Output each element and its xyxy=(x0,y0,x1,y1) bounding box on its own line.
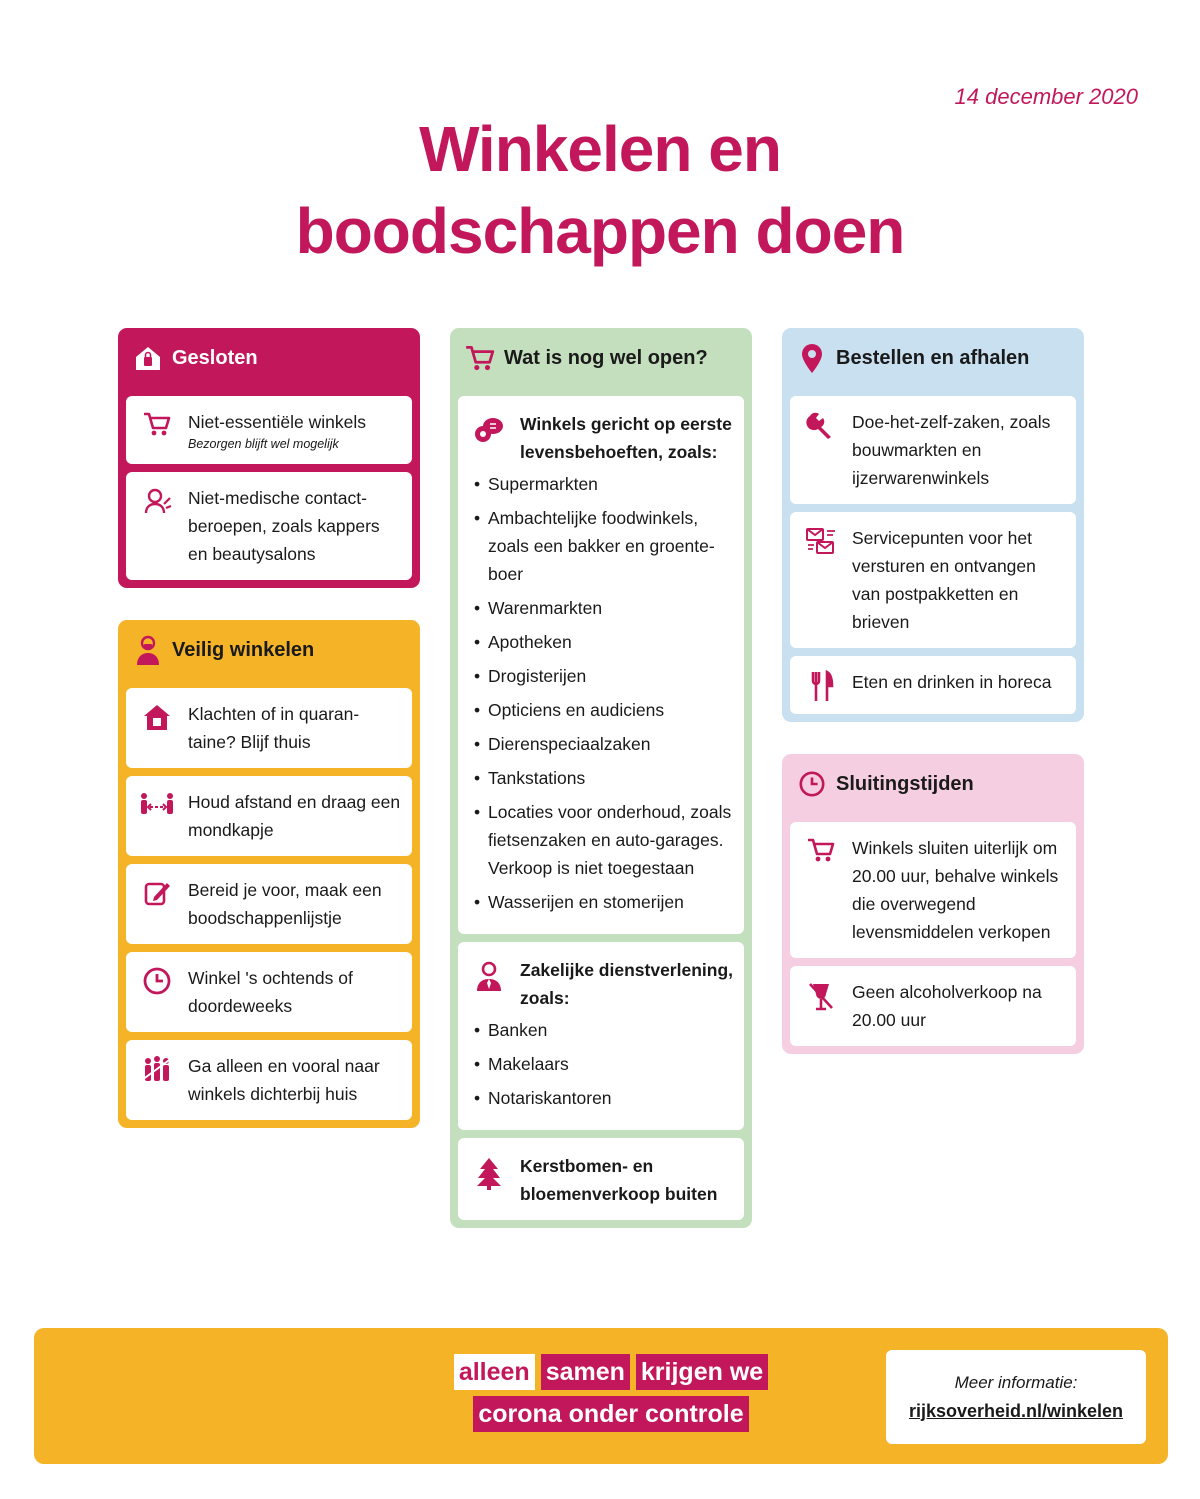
veilig-item-3 xyxy=(126,952,412,1032)
veilig-item-0-text: Klachten of in quaran-taine? Blijf thuis xyxy=(188,704,360,752)
more-info-box xyxy=(886,1350,1146,1444)
column-left xyxy=(118,328,420,1160)
cart-icon xyxy=(136,408,178,452)
closed-shop-icon xyxy=(132,342,164,374)
column-right xyxy=(782,328,1084,1086)
veilig-item-4-text: Ga alleen en vooral naar winkels dichterbij huis xyxy=(188,1056,380,1104)
slogan-word: corona onder controle xyxy=(473,1396,748,1432)
food-icon xyxy=(468,410,510,466)
gesloten-header xyxy=(126,328,412,388)
bestellen-panel xyxy=(782,328,1084,722)
list-item: • Notariskantoren xyxy=(474,1084,734,1112)
list-item: • Apotheken xyxy=(474,628,734,656)
list-item: • Dierenspeciaalzaken xyxy=(474,730,734,758)
christmas-tree-icon xyxy=(468,1152,510,1208)
open-group-1 xyxy=(458,942,744,1130)
gesloten-item-0-text: Niet-essentiële winkels xyxy=(188,412,366,432)
gesloten-panel xyxy=(118,328,420,588)
veilig-title: Veilig winkelen xyxy=(172,638,315,661)
page-title-line2: boodschappen doen xyxy=(295,195,905,267)
open-panel xyxy=(450,328,752,1228)
open-header xyxy=(458,328,744,388)
veilig-item-2 xyxy=(126,864,412,944)
clock-icon xyxy=(136,964,178,1020)
home-icon xyxy=(136,700,178,756)
slogan-line-1 xyxy=(446,1354,776,1390)
veilig-item-2-text: Bereid je voor, maak een boodschappenlijstje xyxy=(188,880,382,928)
date: 14 december 2020 xyxy=(954,84,1138,109)
veilig-panel xyxy=(118,620,420,1128)
list-item: • Ambachtelijke foodwinkels, zoals een bakker en groente-boer xyxy=(474,504,734,588)
veilig-item-1-text: Houd afstand en draag een mondkapje xyxy=(188,792,401,840)
list-item: • Wasserijen en stomerijen xyxy=(474,888,734,916)
sluiting-title: Sluitingstijden xyxy=(836,772,974,795)
bestellen-item-0 xyxy=(790,396,1076,504)
more-info-link[interactable]: rijksoverheid.nl/winkelen xyxy=(908,1400,1124,1421)
open-title: Wat is nog wel open? xyxy=(504,346,708,369)
more-info-label: Meer informatie: xyxy=(954,1372,1078,1392)
open-group-1-list xyxy=(468,1016,734,1112)
bestellen-item-1 xyxy=(790,512,1076,648)
sluiting-panel xyxy=(782,754,1084,1054)
list-item: • Locaties voor onderhoud, zoals fietsenzaken en auto-garages. Verkoop is niet toegestaan xyxy=(474,798,734,882)
distance-icon xyxy=(136,788,178,844)
open-group-1-heading: Zakelijke dienstverlening, zoals: xyxy=(520,960,733,1008)
bestellen-item-2 xyxy=(790,656,1076,714)
gesloten-item-0-sub: Bezorgen blijft wel mogelijk xyxy=(188,437,339,451)
hairdresser-icon xyxy=(136,484,178,568)
gesloten-item-1 xyxy=(126,472,412,580)
slogan-word: samen xyxy=(541,1354,630,1390)
list-pencil-icon xyxy=(136,876,178,932)
open-group-0 xyxy=(458,396,744,934)
gesloten-title: Gesloten xyxy=(172,346,258,369)
footer-banner xyxy=(34,1328,1168,1464)
veilig-item-0 xyxy=(126,688,412,768)
open-group-2-heading: Kerstbomen- en bloemenverkoop buiten xyxy=(520,1156,718,1204)
slogan xyxy=(446,1354,776,1438)
page-title xyxy=(0,108,1200,272)
bestellen-item-2-text: Eten en drinken in horeca xyxy=(852,672,1052,692)
open-group-0-list xyxy=(468,470,734,916)
veilig-item-4 xyxy=(126,1040,412,1120)
list-item: • Tankstations xyxy=(474,764,734,792)
list-item: • Makelaars xyxy=(474,1050,734,1078)
list-item: • Supermarkten xyxy=(474,470,734,498)
cart-icon xyxy=(800,834,842,946)
bestellen-title: Bestellen en afhalen xyxy=(836,346,1030,369)
slogan-line-2 xyxy=(446,1396,776,1432)
location-pin-icon xyxy=(796,342,828,374)
veilig-item-3-text: Winkel 's ochtends of doordeweeks xyxy=(188,968,353,1016)
clock-icon xyxy=(796,768,828,800)
businessperson-icon xyxy=(468,956,510,1012)
cutlery-icon xyxy=(800,668,842,702)
page-title-line1: Winkelen en xyxy=(419,113,781,185)
bestellen-header xyxy=(790,328,1076,388)
gesloten-item-1-text: Niet-medische contact-beroepen, zoals kappers en beautysalons xyxy=(188,488,380,564)
sluiting-item-1-text: Geen alcoholverkoop na 20.00 uur xyxy=(852,982,1042,1030)
slogan-word: alleen xyxy=(454,1354,535,1390)
list-item: • Banken xyxy=(474,1016,734,1044)
veilig-item-1 xyxy=(126,776,412,856)
sluiting-item-1 xyxy=(790,966,1076,1046)
list-item: • Drogisterijen xyxy=(474,662,734,690)
no-alcohol-icon xyxy=(800,978,842,1034)
cart-icon xyxy=(464,342,496,374)
sluiting-item-0 xyxy=(790,822,1076,958)
sluiting-item-0-text: Winkels sluiten uiterlijk om 20.00 uur, behalve winkels die overwegend levensmiddelen verkopen xyxy=(852,838,1059,942)
slogan-word: krijgen we xyxy=(636,1354,768,1390)
mail-icon xyxy=(800,524,842,636)
column-middle xyxy=(450,328,752,1260)
shopper-mask-icon xyxy=(132,634,164,666)
wrench-icon xyxy=(800,408,842,492)
bestellen-item-1-text: Servicepunten voor het versturen en ontvangen van postpakketten en brieven xyxy=(852,528,1036,632)
bestellen-item-0-text: Doe-het-zelf-zaken, zoals bouwmarkten en ijzerwarenwinkels xyxy=(852,412,1051,488)
open-group-0-heading: Winkels gericht op eerste levensbehoeften, zoals: xyxy=(520,414,732,462)
crowd-icon xyxy=(136,1052,178,1108)
gesloten-item-0 xyxy=(126,396,412,464)
list-item: • Opticiens en audiciens xyxy=(474,696,734,724)
veilig-header xyxy=(126,620,412,680)
list-item: • Warenmarkten xyxy=(474,594,734,622)
open-group-2 xyxy=(458,1138,744,1220)
sluiting-header xyxy=(790,754,1076,814)
